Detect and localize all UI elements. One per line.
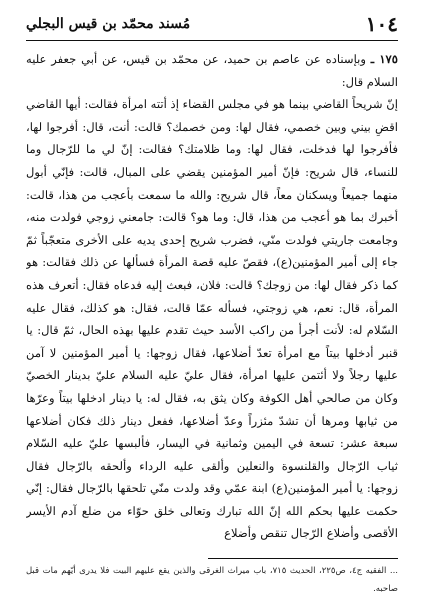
hadith-text-paragraph: إنّ شريحاً القاضي بينما هو في مجلس القضاء إذ أتته امرأة فقالت: أيها القاضي اقضِ بيني وبين خصمي، فقال لها: ومن خصمك؟ قالت: أنت، قال: أفرجوا لها، فأفرجوا لها فدخلت، فقال لها: وما ظلامتك؟ فقالت: إنّ لي ما للرّجال وما للنساء، قال شريح: فإنّ أمير المؤمنين يقضي على المبال، قالت: فإنّي أبول منهما جميعاً ويسكنان معاً، قال شريح: والله ما سمعت بأعجب من هذا، قالت: أخبرك بما هو أعجب من هذا، قال: وما هو؟ قالت: جامعني زوجي فولدت منه، وجامعت جاريتي فولدت منّي، فضرب شريح إحدى يديه على الأخرى متعجّباً ثمّ جاء إلى أمير المؤمنين(ع)، فقصّ عليه قصة المرأة فسألها عن ذلك فقالت: هو كما ذكر فقال لها: من زوجك؟ قالت: فلان، فبعث إليه فدعاه فقال: أتعرف هذه المرأة، قال: نعم، هي زوجتي، فسأله عمّا قالت، فقال: هو كذلك، فقال عليه السّلام له: لأنت أجرأ من راكب الأسد حيث تقدم عليها بهذه الحال، ثمّ قال: يا قنبر أدخلها بيتاً مع امرأة تعدّ أضلاعها، فقال زوجها: يا أمير المؤمنين لا آمن عليها رجلاً ولا أئتمن عليها امرأة، فقال عليّ عليه السلام عليّ بدينار الخصيّ وكان من صالحي أهل الكوفة وكان يثق به، فقال له: يا دينار ادخلها بيتاً وعرّها من ثيابها ومرها أن تشدّ مئزراً وعدّ أضلاعها، ففعل دينار ذلك فكان أضلاعها سبعة عشر: تسعة في اليمين وثمانية في اليسار، فألبسها عليّ عليه السّلام ثياب الرّجال والقلنسوة والنعلين وألقى عليه الرداء وألحقه بالرّجال فقال زوجها: يا أمير المؤمنين(ع) ابنة عمّي وقد ولدت منّي تلحقها بالرّجال فقال: إنّي حكمت عليها بحكم الله إنّ الله تبارك وتعالى خلق حوّاء من ضلع آدم الأيسر الأقصى وأضلاع الرّجال تنقص وأضلاع — [26, 97, 398, 541]
header-rule — [26, 40, 398, 41]
page-number: ١٠٤ — [365, 12, 398, 36]
page-body — [26, 48, 398, 544]
footnote: ... الفقيه ج٤، ص٢٢٥، الحديث ٧١٥، باب ميراث الغرقى والذين يقع عليهم البيت فلا يدرى أيّهم مات قبل صاحبه. — [26, 566, 399, 594]
page-header — [26, 12, 398, 42]
hadith-intro-paragraph — [26, 48, 398, 93]
footnote-rule — [208, 558, 398, 559]
hadith-isnad: وبإسناده عن عاصم بن حميد، عن محمّد بن قيس، عن أبي جعفر عليه السلام قال: — [26, 52, 398, 89]
hadith-number: ١٧٥ ـ — [370, 52, 398, 66]
running-title: مُسند محمّد بن قيس البجلي — [26, 16, 191, 32]
